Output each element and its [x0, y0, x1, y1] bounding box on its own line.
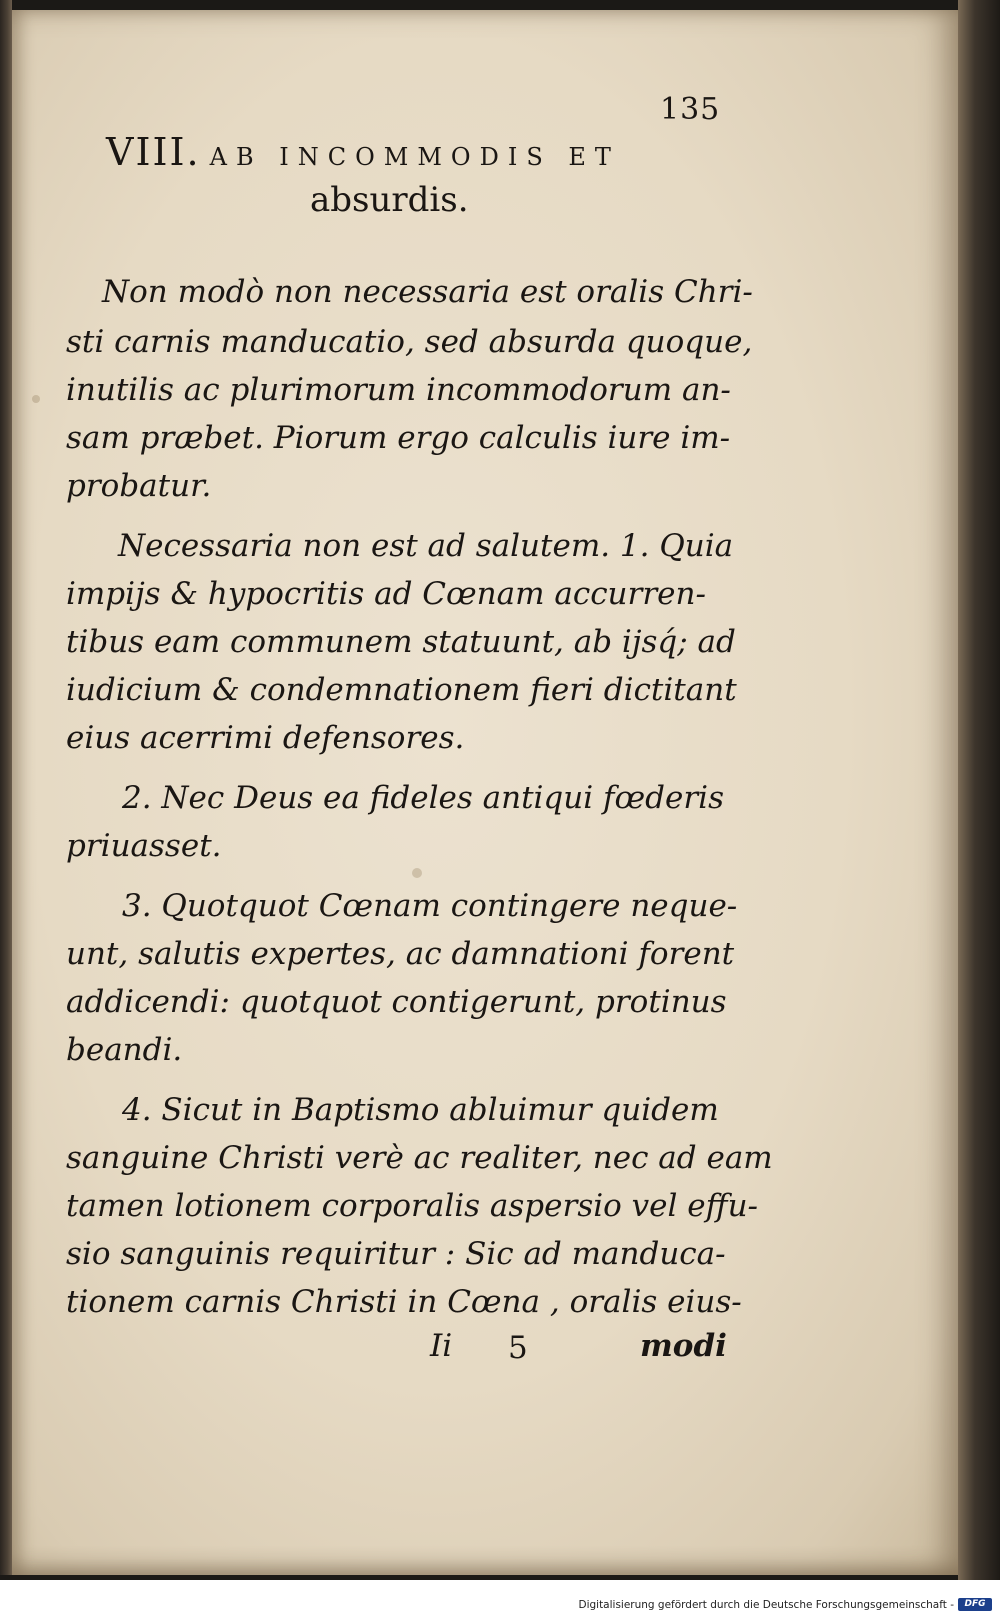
chapter-title-continuation: absurdis.: [310, 180, 469, 220]
chapter-title-caps: AB INCOMMODIS ET: [209, 143, 620, 171]
text-line: Necessaria non est ad salutem. 1. Quia: [118, 528, 734, 564]
text-line: tionem carnis Christi in Cœna , oralis eius-: [66, 1284, 742, 1320]
text-line: Non modò non necessaria est oralis Chri-: [102, 274, 753, 310]
text-line: tamen lotionem corporalis aspersio vel effu-: [66, 1188, 759, 1224]
page-stack-edge: [958, 0, 1000, 1580]
text-line: impijs & hypocritis ad Cœnam accurren-: [66, 576, 706, 612]
text-line: priuasset.: [66, 828, 222, 864]
text-line: addicendi: quotquot contigerunt, protinus: [66, 984, 727, 1020]
text-line: sam præbet. Piorum ergo calculis iure im-: [66, 420, 731, 456]
text-line: sti carnis manducatio, sed absurda quoque,: [66, 324, 753, 360]
text-line: sio sanguinis requiritur : Sic ad manduca-: [66, 1236, 726, 1272]
text-line: beandi.: [66, 1032, 183, 1068]
signature-mark: Ii: [430, 1328, 453, 1364]
text-line: 3. Quotquot Cœnam contingere neque-: [122, 888, 738, 924]
paper-stain: [32, 395, 40, 403]
funding-credit: Digitalisierung gefördert durch die Deutsche Forschungsgemeinschaft -: [578, 1599, 954, 1611]
text-line: 4. Sicut in Baptismo abluimur quidem: [122, 1092, 719, 1128]
catchword: modi: [640, 1328, 727, 1364]
text-line: eius acerrimi defensores.: [66, 720, 465, 756]
dfg-logo: DFG: [958, 1598, 992, 1611]
chapter-heading: [106, 130, 706, 174]
text-line: probatur.: [66, 468, 212, 504]
text-line: inutilis ac plurimorum incommodorum an-: [66, 372, 731, 408]
page-number: 135: [660, 92, 721, 127]
text-line: iudicium & condemnationem fieri dictitant: [66, 672, 737, 708]
signature-number: 5: [508, 1330, 528, 1366]
book-spine-edge: [0, 0, 12, 1575]
text-line: tibus eam communem statuunt, ab ijsq́; ad: [66, 624, 736, 660]
chapter-numeral: VIII.: [106, 130, 201, 174]
paper-stain: [412, 868, 422, 878]
text-line: sanguine Christi verè ac realiter, nec ad eam: [66, 1140, 773, 1176]
text-line: unt, salutis expertes, ac damnationi forent: [66, 936, 735, 972]
text-line: 2. Nec Deus ea fideles antiqui fœderis: [122, 780, 724, 816]
